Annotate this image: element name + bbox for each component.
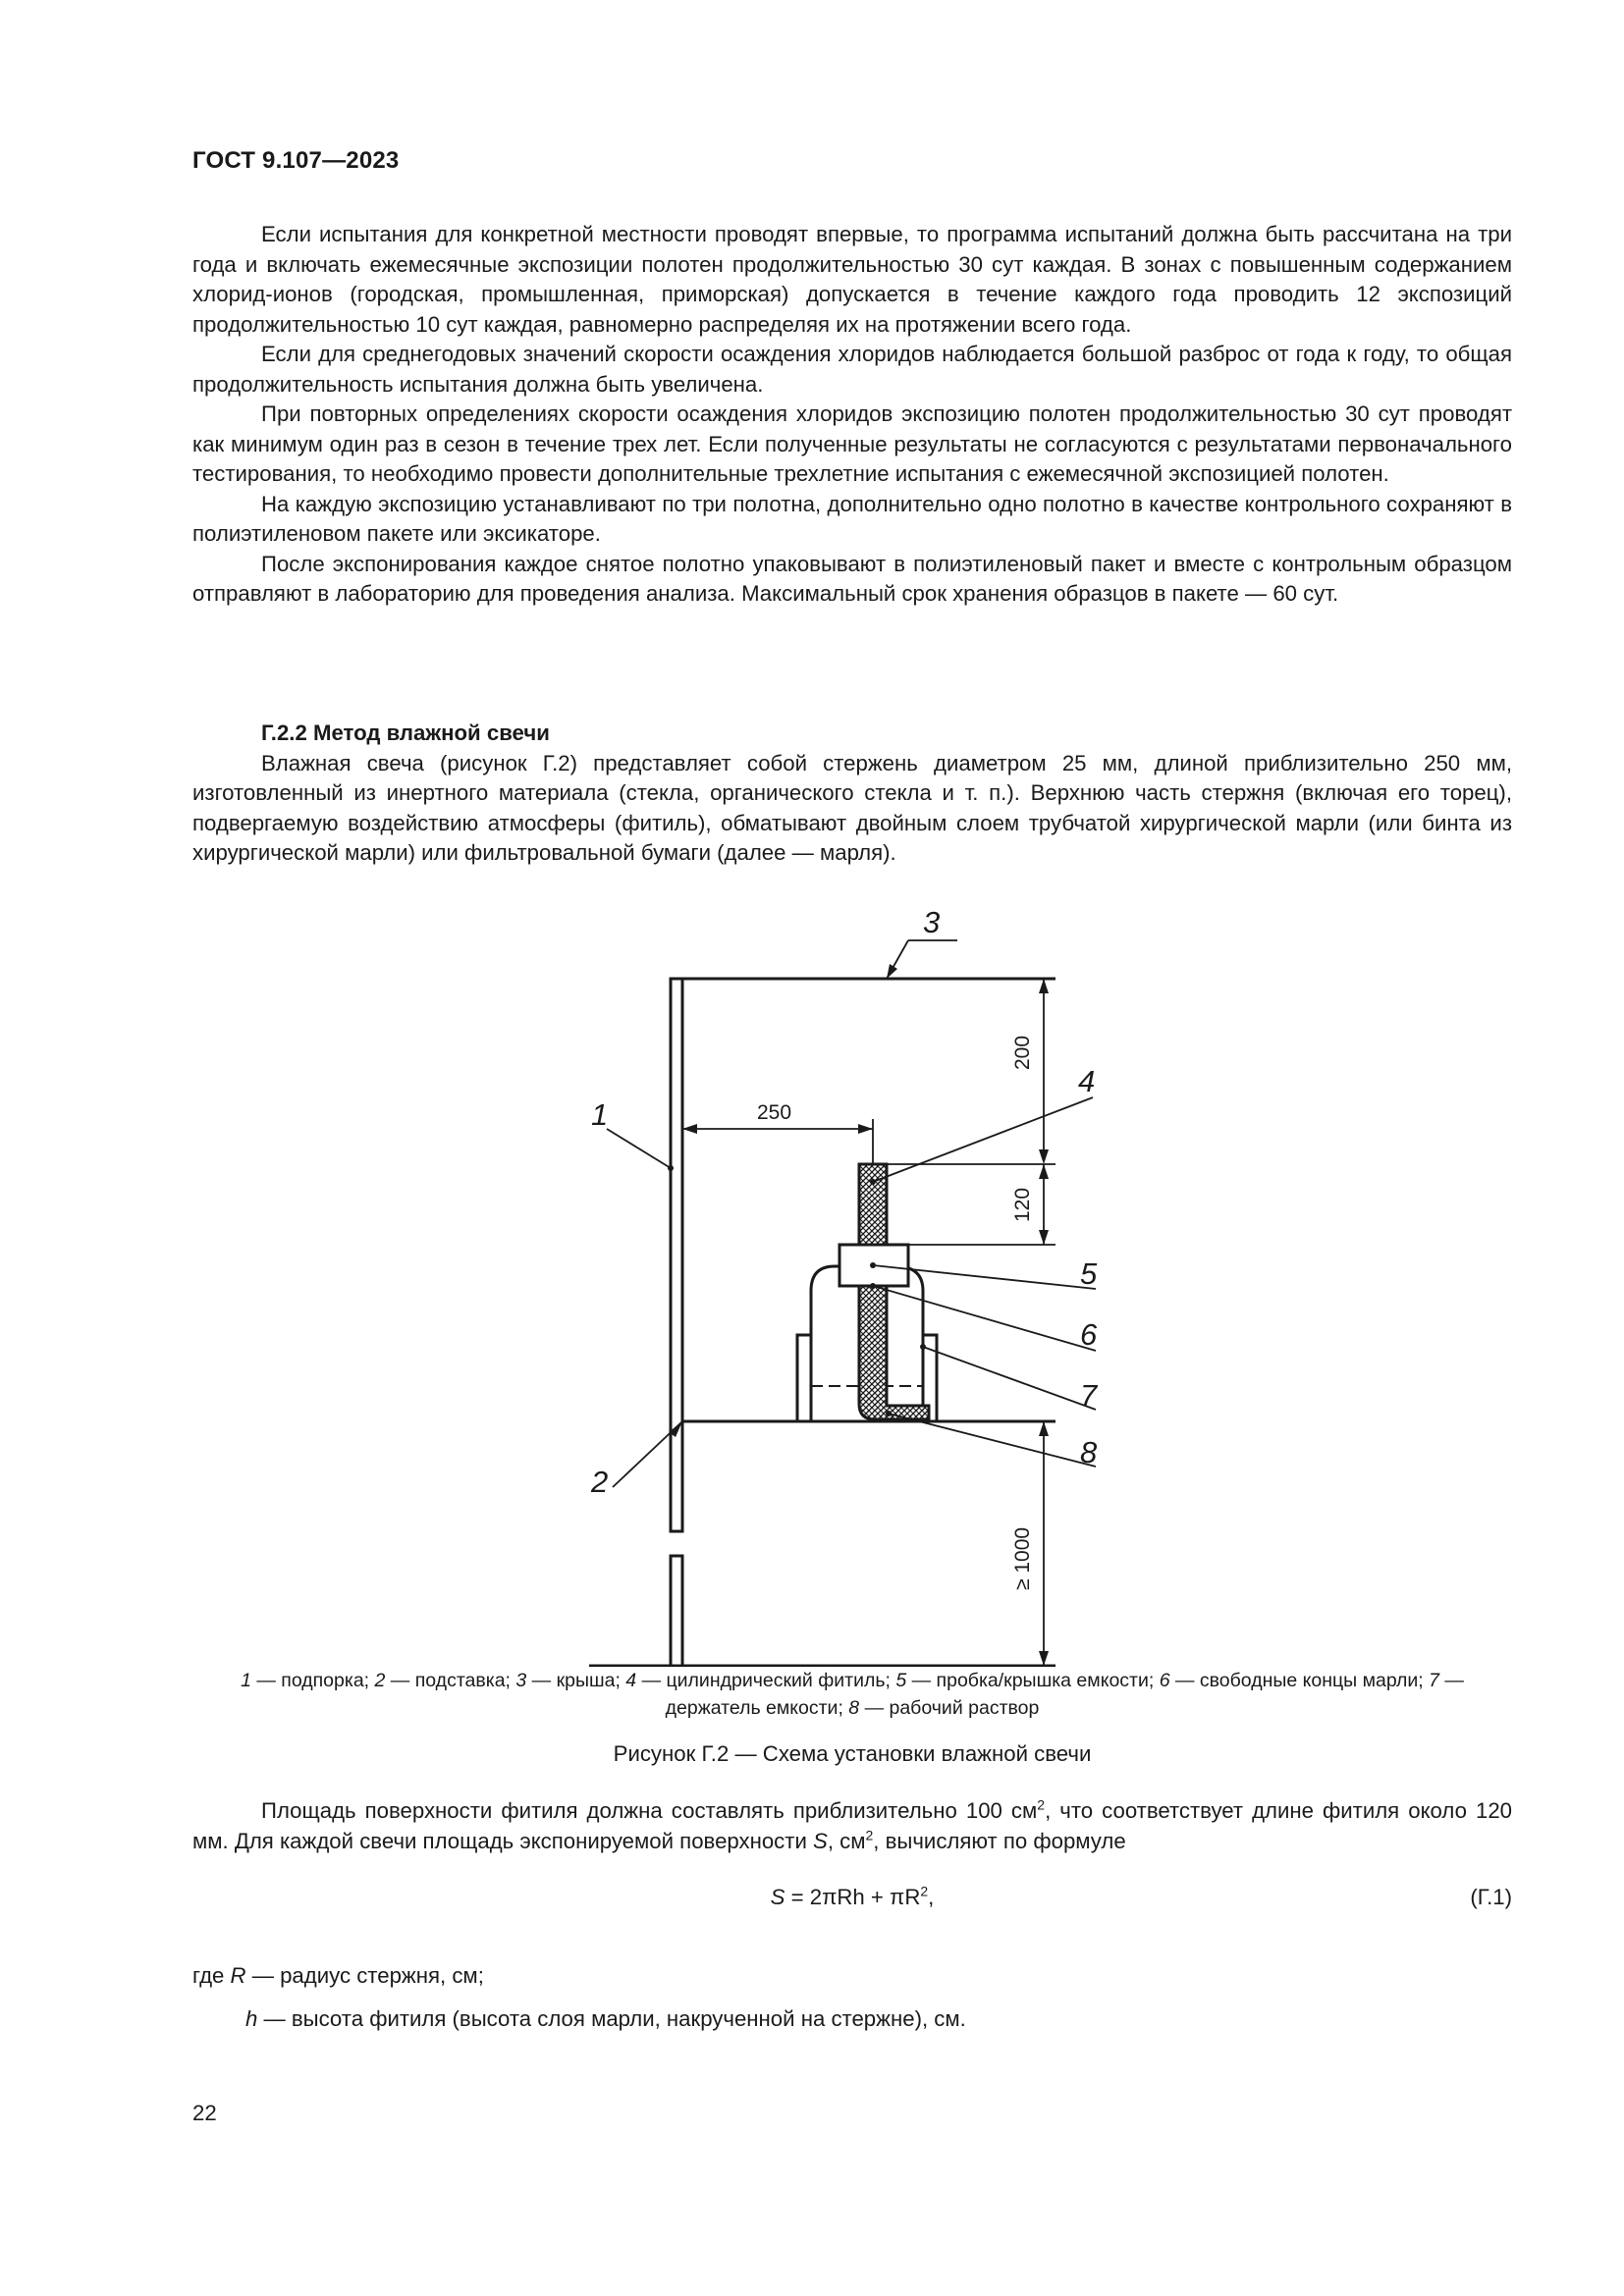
legend-num: 7 (1429, 1670, 1440, 1691)
where-h (245, 2006, 966, 2032)
legend-text: — рабочий раствор (859, 1697, 1040, 1719)
figure-legend (192, 1667, 1512, 1722)
legend-num: 2 (374, 1670, 386, 1691)
paragraph: На каждую экспозицию устанавливают по три полотна, дополнительно одно полотно в качестве контрольного сохраняют в полиэтиленовом пакете или эксикаторе. (192, 491, 1512, 546)
area-text-4: , вычисляют по формуле (873, 1828, 1126, 1853)
variable-r: R (230, 1963, 246, 1988)
label-4: 4 (1078, 1064, 1096, 1098)
area-text-1: Площадь поверхности фитиля должна составлять приблизительно 100 см (261, 1798, 1038, 1823)
superscript: 2 (1037, 1796, 1046, 1813)
formula-lhs: S (770, 1885, 785, 1909)
legend-num: 5 (895, 1670, 907, 1691)
formula-number: (Г.1) (1470, 1885, 1512, 1909)
dim-200: 200 (1011, 1035, 1034, 1070)
where-prefix: где (192, 1963, 231, 1988)
where-r-text: — радиус стержня, см; (245, 1963, 484, 1988)
figure-g2-diagram (550, 881, 1100, 1667)
legend-text: — пробка/крышка емкости; (906, 1670, 1160, 1691)
dim-1000: ≥ 1000 (1011, 1526, 1034, 1590)
support-post-lower (671, 1556, 682, 1667)
intro-paragraphs (192, 220, 1512, 610)
section-paragraph: Влажная свеча (рисунок Г.2) представляет собой стержень диаметром 25 мм, длиной приблизительно 250 мм, изготовленный из инертного материала (стекла, органического стекла и т. п.). Верхнюю часть стержня (включая его торец), подвергаемую воздействию атмосферы (фитиль), обматывают двойным слоем трубчатой хирургической марли (или бинта из хирургической марли) или фильтровальной бумаги (далее — марля). (192, 750, 1512, 865)
paragraph: Если для среднегодовых значений скорости осаждения хлоридов наблюдается большой разброс от года к году, то общая продолжительность испытания должна быть увеличена. (192, 342, 1512, 397)
label-3: 3 (923, 905, 941, 939)
paragraph: Если испытания для конкретной местности проводят впервые, то программа испытаний должна быть рассчитана на три года и включать ежемесячные экспозиции полотен продолжительностью 30 сут каждая. В зонах с повышенным содержанием хлорид-ионов (городская, промышленная, приморская) допускается в течение каждого года проводить 12 экспозиций продолжительностью 10 сут каждая, равномерно распределяя их на протяжении всего года. (192, 222, 1512, 337)
gauze-free-ends (859, 1286, 929, 1419)
label-5: 5 (1080, 1256, 1098, 1291)
section-heading: Г.2.2 Метод влажной свечи (261, 721, 550, 745)
legend-text: — подпорка; (250, 1670, 375, 1691)
container-holder-left (797, 1335, 811, 1421)
label-2: 2 (591, 1465, 609, 1499)
paragraph: После экспонирования каждое снятое полотно упаковывают в полиэтиленовый пакет и вместе с контрольным образцом отправляют в лабораторию для проведения анализа. Максимальный срок хранения образцов в пакете — 60 сут. (192, 551, 1512, 606)
legend-num: 1 (241, 1670, 251, 1691)
variable-h: h (245, 2006, 258, 2031)
formula-tail: , (928, 1885, 935, 1909)
section-g22 (192, 719, 1512, 869)
support-post (671, 979, 682, 1531)
label-8: 8 (1080, 1435, 1098, 1469)
dim-120: 120 (1011, 1187, 1034, 1222)
legend-num: 3 (515, 1670, 527, 1691)
legend-num: 6 (1159, 1670, 1170, 1691)
formula-expression (192, 1885, 1512, 1910)
wet-candle-diagram (550, 881, 1100, 1667)
formula-exponent: 2 (920, 1883, 929, 1899)
area-paragraph (192, 1796, 1512, 1856)
variable-s: S (813, 1828, 828, 1853)
formula-body: = 2πRh + πR (785, 1885, 921, 1909)
figure-title: Рисунок Г.2 — Схема установки влажной свечи (613, 1741, 1092, 1766)
legend-text: — свободные концы марли; (1169, 1670, 1430, 1691)
legend-text: — цилиндрический фитиль; (636, 1670, 896, 1691)
legend-num: 8 (848, 1697, 860, 1719)
where-r (192, 1961, 484, 1992)
label-7: 7 (1080, 1378, 1098, 1413)
where-h-text: — высота фитиля (высота слоя марли, накрученной на стержне), см. (257, 2006, 966, 2031)
paragraph (192, 1796, 1512, 1856)
legend-text: — держатель емкости; (665, 1670, 1464, 1719)
label-6: 6 (1080, 1317, 1098, 1352)
legend-text: — крыша; (526, 1670, 626, 1691)
legend-text: — подставка; (385, 1670, 516, 1691)
superscript: 2 (865, 1827, 874, 1843)
dim-250: 250 (757, 1101, 792, 1124)
paragraph: При повторных определениях скорости осаждения хлоридов экспозицию полотен продолжительностью 30 сут проводят как минимум один раз в сезон в течение трех лет. Если полученные результаты не согласуются с результатами первоначального тестирования, то необходимо провести дополнительные трехлетние испытания с ежемесячной экспозицией полотен. (192, 401, 1512, 486)
legend-num: 4 (625, 1670, 637, 1691)
area-text-3: , см (827, 1828, 866, 1853)
area-text-2: , что соответствует длине фитиля около 120 мм. Для каждой свечи площадь экспонируемой поверхности (192, 1798, 1512, 1853)
page-number: 22 (192, 2101, 217, 2125)
cylindrical-wick (859, 1164, 887, 1245)
document-header: ГОСТ 9.107—2023 (192, 147, 400, 174)
label-1: 1 (591, 1097, 609, 1132)
